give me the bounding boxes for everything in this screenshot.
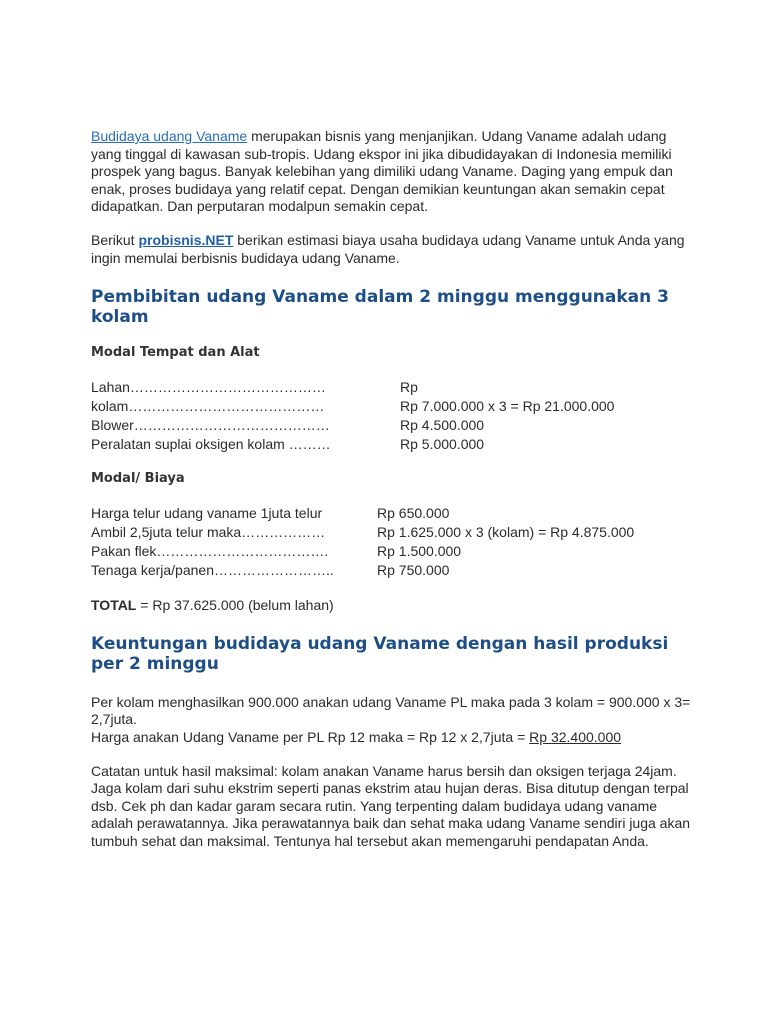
section-2-heading: Keuntungan budidaya udang Vaname dengan hasil produksi per 2 minggu bbox=[91, 633, 669, 674]
table-row bbox=[91, 542, 691, 561]
probisnis-link[interactable]: probisnis.NET bbox=[138, 231, 234, 248]
row-value: Rp 1.625.000 x 3 (kolam) = Rp 4.875.000 bbox=[377, 524, 635, 541]
row-label: Pakan flek………………………………. bbox=[91, 543, 329, 560]
row-value: Rp 650.000 bbox=[377, 505, 450, 522]
row-value: Rp bbox=[400, 379, 418, 396]
row-value: Rp 1.500.000 bbox=[377, 543, 462, 560]
row-label: Tenaga kerja/panen…………………….. bbox=[91, 562, 334, 579]
price-result: Rp 32.400.000 bbox=[529, 728, 622, 745]
table-row bbox=[91, 378, 691, 397]
table-row bbox=[91, 561, 691, 580]
row-value: Rp 5.000.000 bbox=[400, 436, 485, 453]
row-value: Rp 750.000 bbox=[377, 562, 450, 579]
row-label: Ambil 2,5juta telur maka……………… bbox=[91, 524, 326, 541]
row-label: kolam…………………………………… bbox=[91, 398, 325, 415]
row-label: Blower…………………………………… bbox=[91, 417, 330, 434]
table-row bbox=[91, 435, 691, 454]
estimate-paragraph bbox=[91, 232, 691, 267]
modal-tempat-heading: Modal Tempat dan Alat bbox=[91, 345, 260, 361]
row-label: Harga telur udang vaname 1juta telur bbox=[91, 505, 323, 522]
table-row bbox=[91, 523, 691, 542]
price-paragraph bbox=[91, 729, 691, 747]
row-label: Peralatan suplai oksigen kolam ……… bbox=[91, 436, 331, 453]
production-paragraph bbox=[91, 694, 691, 729]
total-line bbox=[91, 597, 691, 615]
notes-paragraph: Catatan untuk hasil maksimal: kolam anakan Vaname harus bersih dan oksigen terjaga 24jam. Jaga kolam dari suhu ekstrim seperti panas ekstrim atau hujan deras. Bisa ditutup dengan terpal dsb. Cek ph dan kadar garam secara rutin. Yang terpenting dalam budidaya udang vaname adalah perawatannya. Jika perawatannya baik dan sehat maka udang Vaname sendiri juga akan tumbuh sehat dan maksimal. Tentunya hal tersebut akan memengaruhi pendapatan Anda. bbox=[91, 762, 691, 849]
intro-text: merupakan bisnis yang menjanjikan. Udang Vaname adalah udang yang tinggal di kawasan sub-tropis. Udang ekspor ini jika dibudidayakan di Indonesia memiliki prospek yang bagus. Banyak kelebihan yang dimiliki udang Vaname. Daging yang empuk dan enak, proses budidaya yang relatif cepat. Dengan demikian keuntungan akan semakin cepat didapatkan. Dan perputaran modalpun semakin cepat. bbox=[91, 128, 673, 215]
article-content bbox=[91, 128, 691, 851]
estimate-prefix: Berikut bbox=[91, 231, 139, 248]
section-1-heading: Pembibitan udang Vaname dalam 2 minggu menggunakan 3 kolam bbox=[91, 287, 669, 328]
modal-biaya-table bbox=[91, 504, 691, 580]
price-prefix: Harga anakan Udang Vaname per PL Rp 12 maka = Rp 12 x 2,7juta = bbox=[91, 728, 530, 745]
budidaya-link[interactable]: Budidaya udang Vaname bbox=[91, 128, 248, 144]
row-value: Rp 7.000.000 x 3 = Rp 21.000.000 bbox=[400, 398, 615, 415]
table-row bbox=[91, 416, 691, 435]
modal-tempat-table bbox=[91, 378, 691, 454]
total-value: = Rp 37.625.000 (belum lahan) bbox=[136, 597, 334, 614]
modal-biaya-heading: Modal/ Biaya bbox=[91, 471, 185, 487]
row-label: Lahan…………………………………… bbox=[91, 379, 326, 396]
production-line: Per kolam menghasilkan 900.000 anakan udang Vaname PL maka pada 3 kolam = 900.000 x 3= 2,7juta. bbox=[91, 693, 691, 728]
estimate-suffix: berikan estimasi biaya usaha budidaya udang Vaname untuk Anda yang ingin memulai berbisnis budidaya udang Vaname. bbox=[91, 231, 685, 266]
table-row bbox=[91, 397, 691, 416]
total-label: TOTAL bbox=[91, 597, 137, 614]
intro-paragraph bbox=[91, 128, 691, 216]
table-row bbox=[91, 504, 691, 523]
row-value: Rp 4.500.000 bbox=[400, 417, 485, 434]
